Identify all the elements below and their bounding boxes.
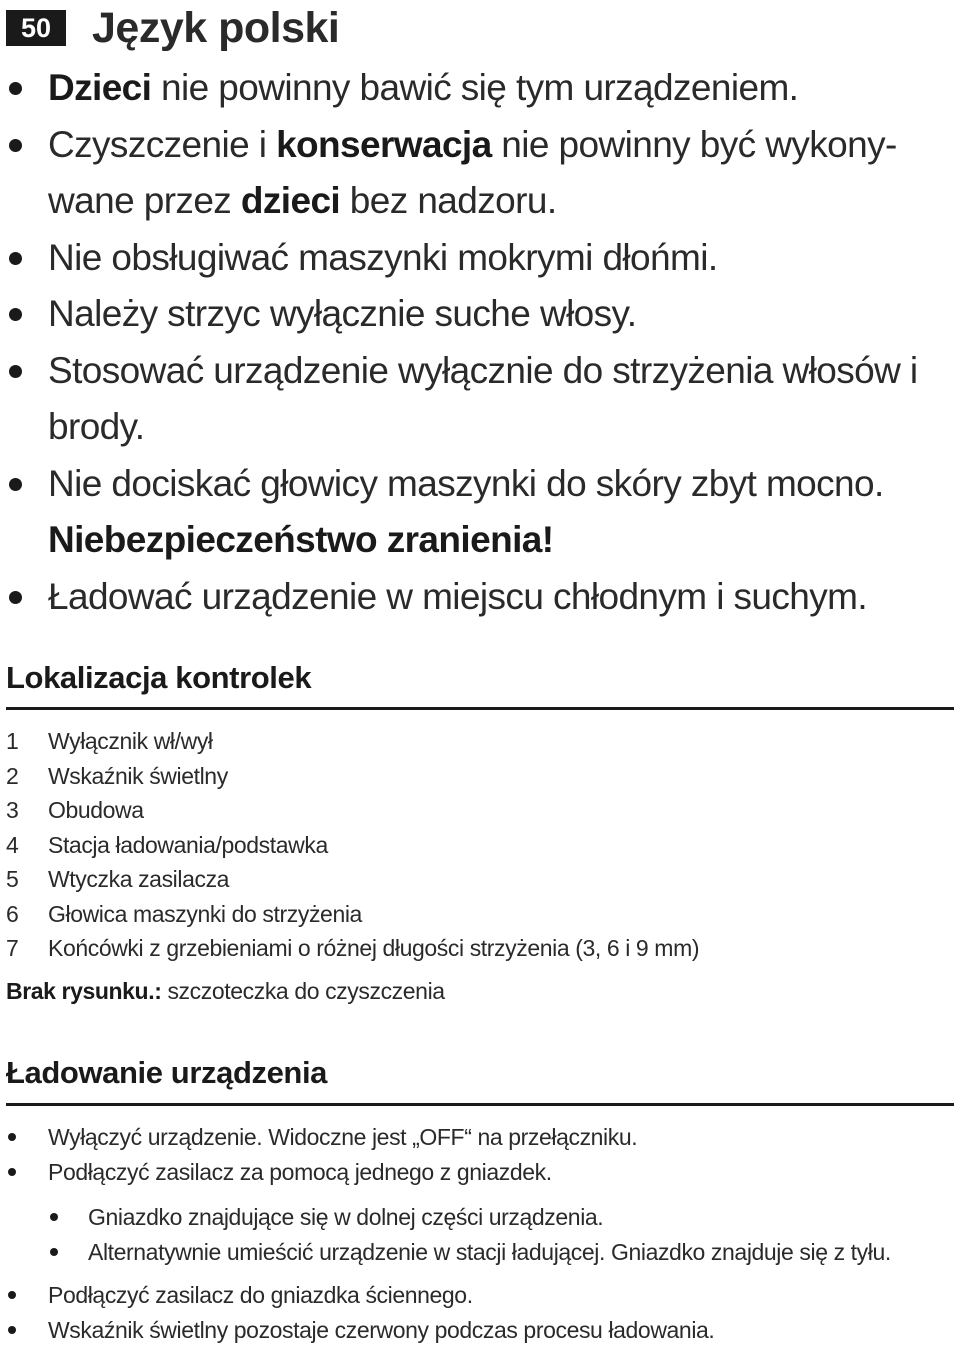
- step-text: Wskaźnik świetlny pozostaje czerwony podczas procesu ładowania.: [48, 1316, 715, 1343]
- list-item: [0, 1313, 960, 1347]
- item-label: Wskaźnik świetlny: [48, 762, 228, 789]
- warning-bold: konserwacja: [276, 123, 492, 165]
- bullet-icon: [9, 478, 22, 491]
- item-label: Wyłącznik wł/wył: [48, 728, 213, 754]
- warning-item: [0, 456, 960, 569]
- list-item: [0, 1235, 960, 1270]
- charging-steps-after-list: [0, 1278, 960, 1347]
- item-number: 5: [6, 866, 19, 892]
- list-item: [6, 897, 699, 932]
- bullet-icon: [9, 82, 22, 95]
- warning-text: Ładować urządzenie w miejscu chłodnym i suchym.: [48, 575, 868, 617]
- step-text: Wyłączyć urządzenie. Widoczne jest „OFF“ na przełączniku.: [48, 1124, 638, 1150]
- item-number: 1: [6, 728, 19, 754]
- warning-item: [0, 569, 960, 626]
- controls-list: [6, 724, 699, 966]
- list-item: [0, 1155, 960, 1190]
- bullet-icon: [9, 308, 22, 321]
- list-item: [0, 1120, 960, 1155]
- not-shown-note: [6, 978, 445, 1005]
- bullet-icon: [9, 365, 22, 378]
- warning-item: [0, 286, 960, 343]
- warning-text: Nie dociskać głowicy maszynki do skóry zbyt mocno.: [48, 462, 884, 504]
- list-item: [6, 931, 699, 966]
- not-shown-value: szczoteczka do czyszczenia: [161, 978, 445, 1004]
- step-text: Podłączyć zasilacz do gniazdka ściennego.: [48, 1282, 473, 1308]
- item-number: 3: [6, 797, 19, 823]
- bullet-icon: [9, 252, 22, 265]
- warning-text: bez nadzoru.: [340, 180, 557, 221]
- item-label: Głowica maszynki do strzyżenia: [48, 900, 362, 927]
- step-text: Podłączyć zasilacz za pomocą jednego z gniazdek.: [48, 1158, 552, 1185]
- controls-heading: Lokalizacja kontrolek: [6, 660, 312, 695]
- list-item: [6, 759, 699, 794]
- section-divider: [6, 1103, 954, 1106]
- bullet-icon: [8, 1291, 16, 1299]
- warning-item: [0, 117, 960, 230]
- bullet-icon: [9, 591, 22, 604]
- warning-item: [0, 230, 960, 287]
- warning-text: nie powinny bawić się tym urządzeniem.: [151, 67, 799, 108]
- step-text: Alternatywnie umieścić urządzenie w stacji ładującej. Gniazdko znajduje się z tyłu.: [88, 1238, 891, 1265]
- warning-text: Czyszczenie i: [48, 123, 277, 165]
- bullet-icon: [9, 139, 22, 152]
- warning-text: nie powinny być wykony-wane przez: [48, 123, 897, 221]
- safety-warnings-list: [0, 60, 960, 625]
- warning-bold: dzieci: [240, 180, 341, 221]
- language-title: Język polski: [92, 4, 340, 52]
- bullet-icon: [8, 1133, 16, 1141]
- list-item: [0, 1278, 960, 1313]
- injury-warning: Niebezpieczeństwo zranienia!: [48, 519, 554, 560]
- item-number: 6: [6, 900, 19, 927]
- charging-substeps-list: [0, 1200, 960, 1269]
- warning-bold: Dzieci: [48, 67, 152, 108]
- list-item: [0, 1200, 960, 1235]
- step-text: Gniazdko znajdujące się w dolnej części urządzenia.: [88, 1204, 604, 1230]
- list-item: [6, 724, 699, 759]
- not-shown-label: Brak rysunku.:: [6, 978, 162, 1004]
- item-label: Stacja ładowania/podstawka: [48, 831, 328, 858]
- warning-text: Stosować urządzenie wyłącznie do strzyżenia włosów i brody.: [48, 349, 918, 447]
- item-number: 7: [6, 935, 19, 961]
- warning-item: [0, 60, 960, 117]
- item-label: Końcówki z grzebieniami o różnej długości strzyżenia (3, 6 i 9 mm): [48, 935, 700, 961]
- charging-heading: Ładowanie urządzenia: [6, 1055, 328, 1090]
- bullet-icon: [8, 1168, 16, 1176]
- bullet-icon: [50, 1213, 58, 1221]
- bullet-icon: [8, 1326, 16, 1334]
- warning-item: [0, 343, 960, 456]
- list-item: [6, 793, 699, 828]
- bullet-icon: [50, 1248, 58, 1256]
- section-divider: [6, 707, 954, 710]
- list-item: [6, 828, 699, 863]
- item-label: Wtyczka zasilacza: [48, 866, 230, 892]
- list-item: [6, 862, 699, 897]
- charging-steps-list: [0, 1120, 960, 1189]
- item-label: Obudowa: [48, 797, 144, 823]
- warning-text: Nie obsługiwać maszynki mokrymi dłońmi.: [48, 236, 718, 278]
- page-number: 50: [6, 10, 66, 46]
- item-number: 2: [6, 762, 19, 789]
- item-number: 4: [6, 831, 19, 858]
- warning-text: Należy strzyc wyłącznie suche włosy.: [48, 293, 637, 334]
